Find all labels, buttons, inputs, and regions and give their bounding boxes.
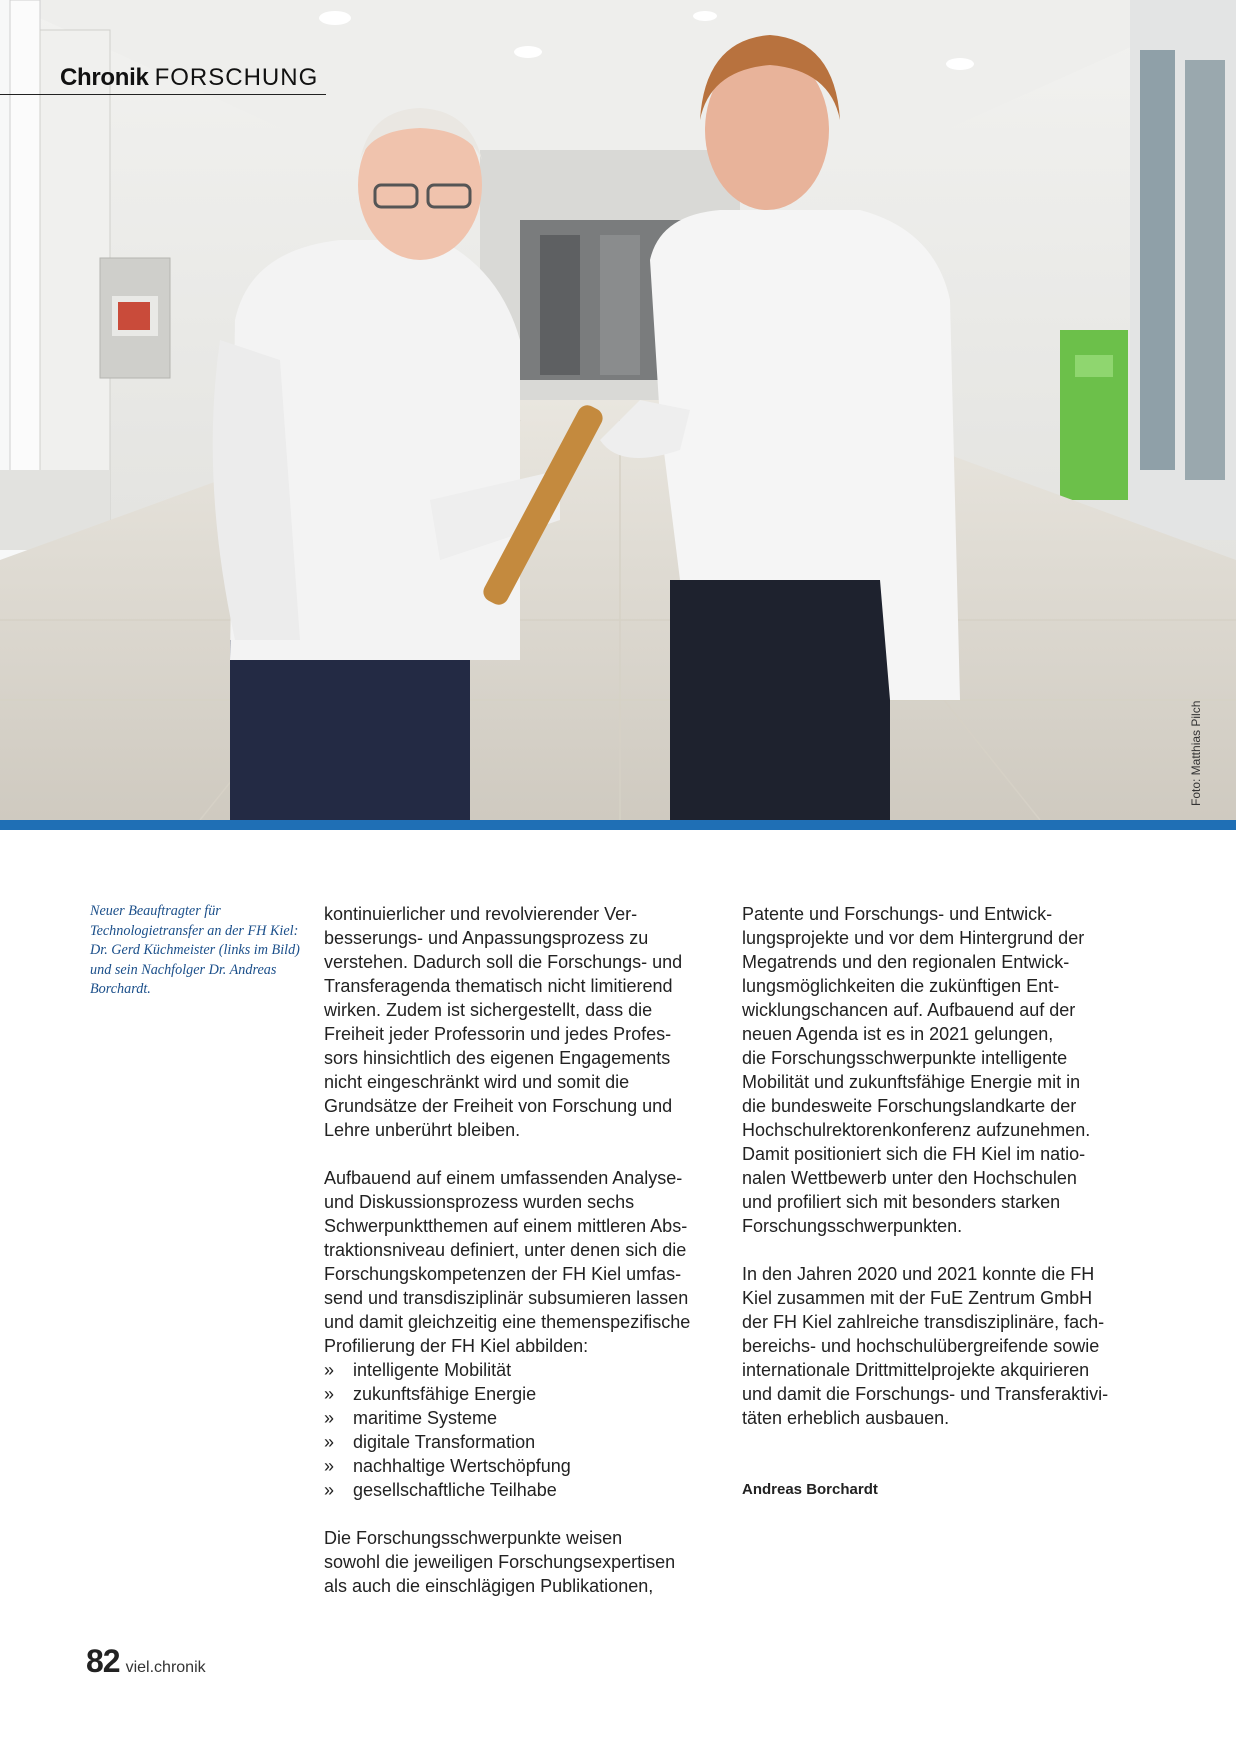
section-topic: FORSCHUNG (154, 64, 319, 91)
text-line: als auch die einschlägigen Publikationen, (324, 1576, 654, 1596)
hero-photo (0, 0, 1236, 820)
list-item (324, 1430, 714, 1454)
text-line: nalen Wettbewerb unter den Hochschulen (742, 1168, 1077, 1188)
text-line: die bundesweite Forschungslandkarte der (742, 1096, 1077, 1116)
text-line: Aufbauend auf einem umfassenden Analyse- (324, 1168, 683, 1188)
text-line: bereichs- und hochschulübergreifende sowie (742, 1336, 1100, 1356)
bullet-marker: » (324, 1384, 335, 1404)
body-column-1 (324, 902, 714, 1598)
list-item (324, 1382, 714, 1406)
section-header (60, 64, 318, 92)
text-line: Schwerpunktthemen auf einem mittleren Abs- (324, 1216, 688, 1236)
bullet-list (324, 1358, 714, 1502)
photo-credit: Foto: Matthias Pilch (1189, 700, 1203, 806)
list-item-label: digitale Transformation (353, 1432, 536, 1452)
list-item (324, 1454, 714, 1478)
text-line: nicht eingeschränkt wird und somit die (324, 1072, 630, 1092)
text-line: wicklungschancen auf. Aufbauend auf der (742, 1000, 1076, 1020)
accent-rule (0, 820, 1236, 830)
text-line: kontinuierlicher und revolvierender Ver- (324, 904, 638, 924)
text-line: internationale Drittmittelprojekte akquirieren (742, 1360, 1090, 1380)
list-item-label: intelligente Mobilität (353, 1360, 512, 1380)
text-line: und damit gleichzeitig eine themenspezifische (324, 1312, 691, 1332)
list-item-label: maritime Systeme (353, 1408, 498, 1428)
text-line: der FH Kiel zahlreiche transdisziplinäre, fach- (742, 1312, 1105, 1332)
text-line: Die Forschungsschwerpunkte weisen (324, 1528, 623, 1548)
text-line: und profiliert sich mit besonders starken (742, 1192, 1061, 1212)
text-line: sowohl die jeweiligen Forschungsexpertisen (324, 1552, 676, 1572)
paragraph (324, 1166, 714, 1358)
text-line: Lehre unberührt bleiben. (324, 1120, 521, 1140)
publication-name: viel.chronik (125, 1659, 206, 1676)
text-line: täten erheblich ausbauen. (742, 1408, 950, 1428)
text-line: In den Jahren 2020 und 2021 konnte die FH (742, 1264, 1095, 1284)
list-item (324, 1358, 714, 1382)
text-line: Transferagenda thematisch nicht limitierend (324, 976, 673, 996)
paragraph (742, 902, 1132, 1238)
bullet-marker: » (324, 1432, 335, 1452)
list-item (324, 1478, 714, 1502)
section-label: Chronik (60, 64, 149, 91)
text-line: Profilierung der FH Kiel abbilden: (324, 1336, 589, 1356)
text-line: Megatrends und den regionalen Entwick- (742, 952, 1070, 972)
text-line: lungsprojekte und vor dem Hintergrund der (742, 928, 1085, 948)
text-line: Grundsätze der Freiheit von Forschung und (324, 1096, 673, 1116)
text-line: Mobilität und zukunftsfähige Energie mit in (742, 1072, 1081, 1092)
text-line: verstehen. Dadurch soll die Forschungs- und (324, 952, 683, 972)
paragraph (324, 902, 714, 1142)
text-line: Damit positioniert sich die FH Kiel im natio- (742, 1144, 1086, 1164)
list-item-label: nachhaltige Wertschöpfung (353, 1456, 571, 1476)
body-column-2 (742, 902, 1132, 1502)
bullet-marker: » (324, 1480, 335, 1500)
author-name: Andreas Borchardt (742, 1481, 878, 1498)
paragraph (324, 1526, 714, 1598)
text-line: send und transdisziplinär subsumieren lassen (324, 1288, 689, 1308)
photo-illustration (0, 0, 1236, 820)
paragraph (742, 1262, 1132, 1430)
text-line: und Diskussionsprozess wurden sechs (324, 1192, 635, 1212)
text-line: die Forschungsschwerpunkte intelligente (742, 1048, 1068, 1068)
header-rule (0, 94, 326, 95)
text-line: Forschungskompetenzen der FH Kiel umfas- (324, 1264, 682, 1284)
text-line: Patente und Forschungs- und Entwick- (742, 904, 1053, 924)
bullet-marker: » (324, 1360, 335, 1380)
bullet-marker: » (324, 1408, 335, 1428)
page-footer (86, 1643, 206, 1680)
page-number: 82 (86, 1643, 120, 1679)
text-line: Hochschulrektorenkonferenz aufzunehmen. (742, 1120, 1091, 1140)
text-line: lungsmöglichkeiten die zukünftigen Ent- (742, 976, 1060, 996)
bullet-marker: » (324, 1456, 335, 1476)
text-line: Freiheit jeder Professorin und jedes Profes- (324, 1024, 672, 1044)
list-item-label: zukunftsfähige Energie (353, 1384, 537, 1404)
text-line: Kiel zusammen mit der FuE Zentrum GmbH (742, 1288, 1093, 1308)
text-line: neuen Agenda ist es in 2021 gelungen, (742, 1024, 1054, 1044)
text-line: sors hinsichtlich des eigenen Engagements (324, 1048, 671, 1068)
list-item-label: gesellschaftliche Teilhabe (353, 1480, 557, 1500)
photo-caption: Neuer Beauftragter für Technologietransfer an der FH Kiel: Dr. Gerd Küchmeister (links im Bild) und sein Nachfolger Dr. Andreas Borchardt. (90, 903, 300, 997)
list-item (324, 1406, 714, 1430)
text-line: und damit die Forschungs- und Transferaktivi- (742, 1384, 1109, 1404)
text-line: traktionsniveau definiert, unter denen sich die (324, 1240, 687, 1260)
text-line: Forschungsschwerpunkten. (742, 1216, 963, 1236)
text-line: wirken. Zudem ist sichergestellt, dass die (324, 1000, 653, 1020)
text-line: besserungs- und Anpassungsprozess zu (324, 928, 649, 948)
